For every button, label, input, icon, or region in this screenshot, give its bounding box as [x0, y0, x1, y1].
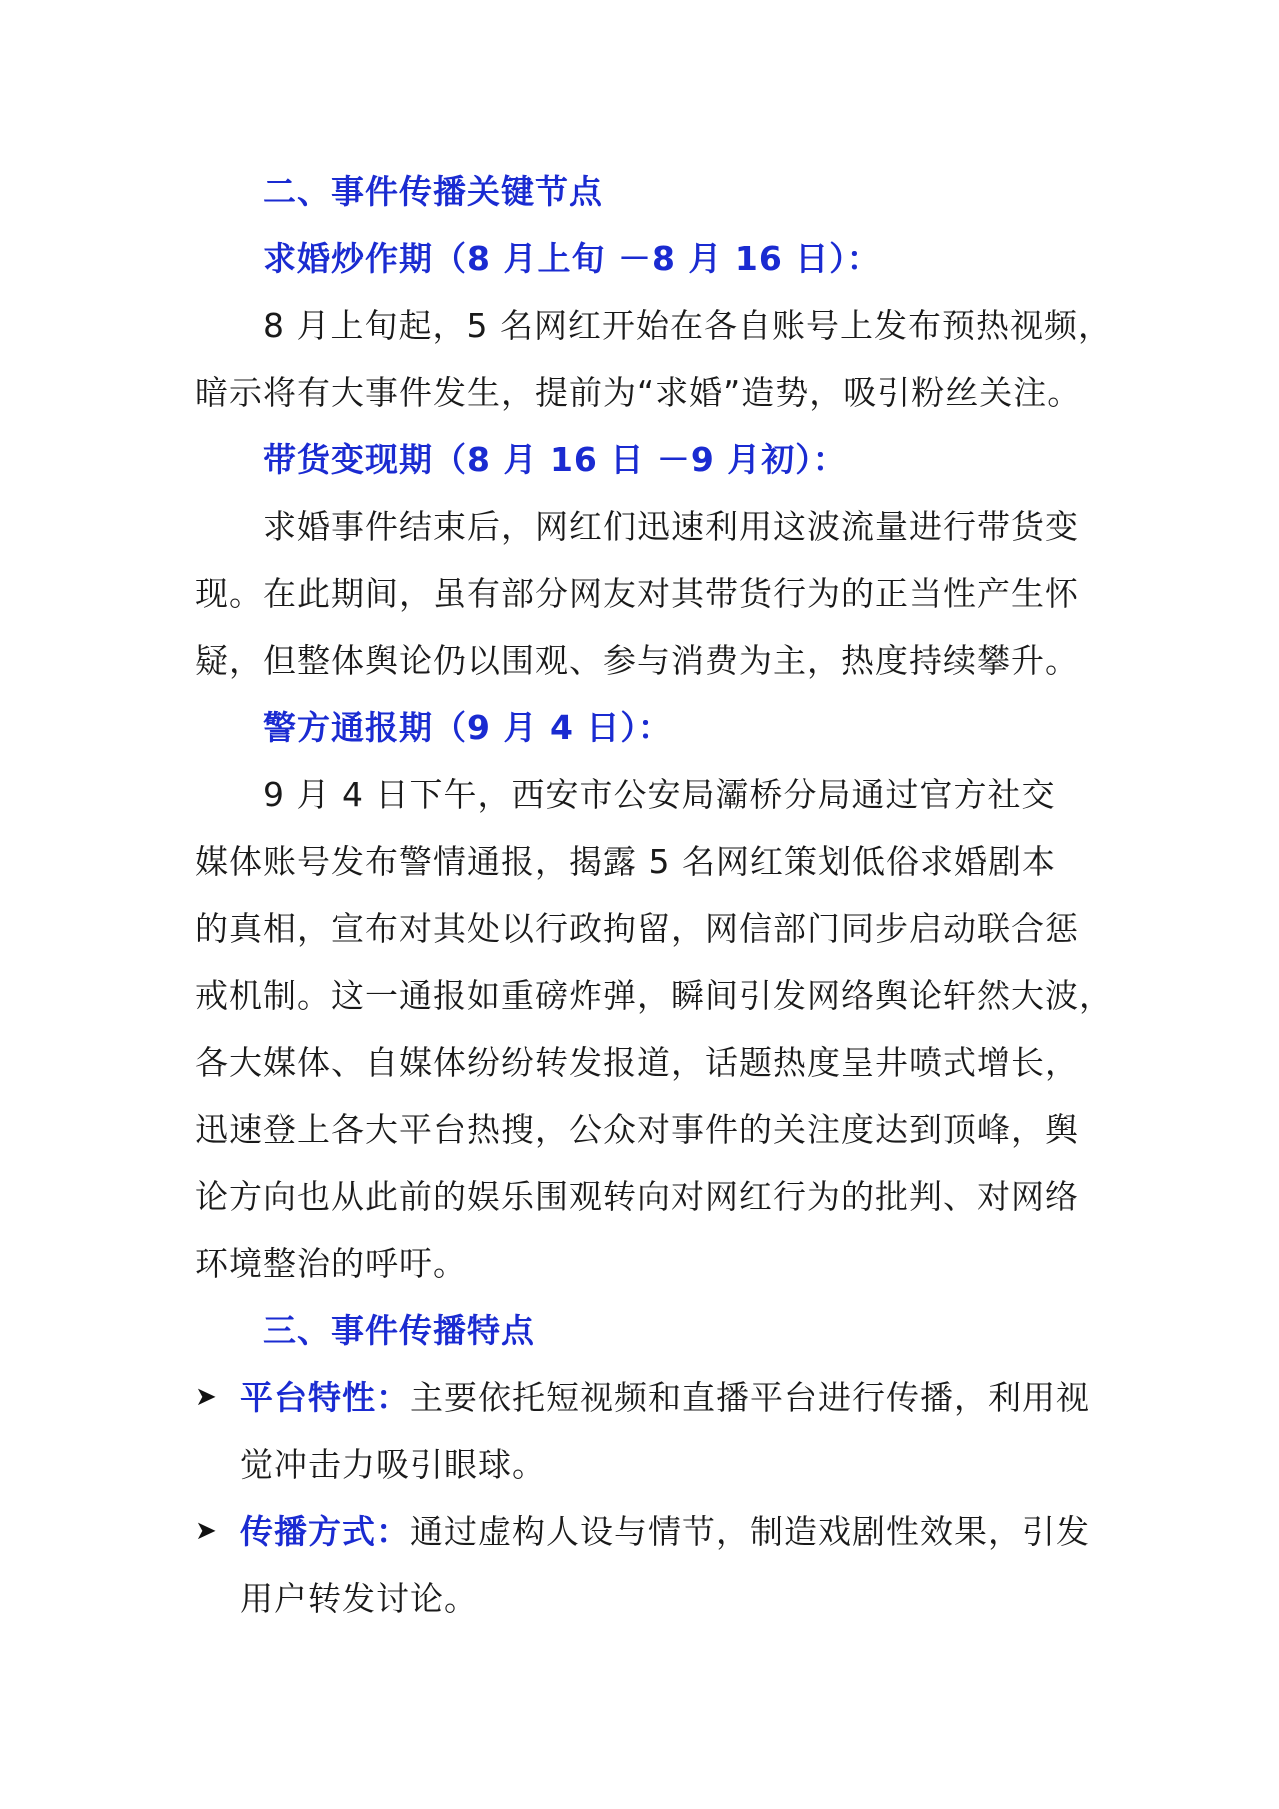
paragraph-line: 求婚事件结束后，网红们迅速利用这波流量进行带货变 [263, 507, 1079, 546]
paragraph-line: 现。在此期间，虽有部分网友对其带货行为的正当性产生怀 [195, 574, 1079, 613]
bullet-label: 传播方式： [240, 1512, 410, 1551]
bullet-text: 通过虚构人设与情节，制造戏剧性效果，引发 [410, 1512, 1090, 1551]
paragraph-line: 各大媒体、自媒体纷纷转发报道，话题热度呈井喷式增长， [195, 1043, 1079, 1082]
bullet-label: 平台特性： [240, 1378, 410, 1417]
bullet-continuation: 用户转发讨论。 [240, 1579, 478, 1618]
paragraph-line: 的真相，宣布对其处以行政拘留，网信部门同步启动联合惩 [195, 909, 1079, 948]
paragraph-line: 论方向也从此前的娱乐围观转向对网红行为的批判、对网络 [195, 1177, 1079, 1216]
paragraph-line: 迅速登上各大平台热搜，公众对事件的关注度达到顶峰，舆 [195, 1110, 1079, 1149]
paragraph-line: 疑，但整体舆论仍以围观、参与消费为主，热度持续攀升。 [195, 641, 1079, 680]
section-heading: 二、事件传播关键节点 [263, 172, 603, 211]
document-page [195, 158, 1113, 1632]
paragraph-line: 9 月 4 日下午，西安市公安局灞桥分局通过官方社交 [263, 775, 1056, 814]
arrow-bullet-icon: ➤ [195, 1516, 218, 1546]
bullet-continuation: 觉冲击力吸引眼球。 [240, 1445, 546, 1484]
bullet-item [195, 1498, 1095, 1565]
phase-title: 警方通报期（9 月 4 日）： [263, 708, 672, 747]
paragraph-line: 戒机制。这一通报如重磅炸弹，瞬间引发网络舆论轩然大波， [195, 976, 1113, 1015]
section-heading: 三、事件传播特点 [263, 1311, 535, 1350]
bullet-item [195, 1364, 1095, 1431]
phase-title: 求婚炒作期（8 月上旬 －8 月 16 日）： [263, 239, 881, 278]
arrow-bullet-icon: ➤ [195, 1382, 218, 1412]
paragraph-line: 8 月上旬起，5 名网红开始在各自账号上发布预热视频， [263, 306, 1112, 345]
bullet-text: 主要依托短视频和直播平台进行传播，利用视 [410, 1378, 1090, 1417]
paragraph-line: 暗示将有大事件发生，提前为“求婚”造势，吸引粉丝关注。 [195, 373, 1082, 412]
paragraph-line: 环境整治的呼吁。 [195, 1244, 467, 1283]
phase-title: 带货变现期（8 月 16 日 －9 月初）： [263, 440, 847, 479]
paragraph-line: 媒体账号发布警情通报，揭露 5 名网红策划低俗求婚剧本 [195, 842, 1056, 881]
